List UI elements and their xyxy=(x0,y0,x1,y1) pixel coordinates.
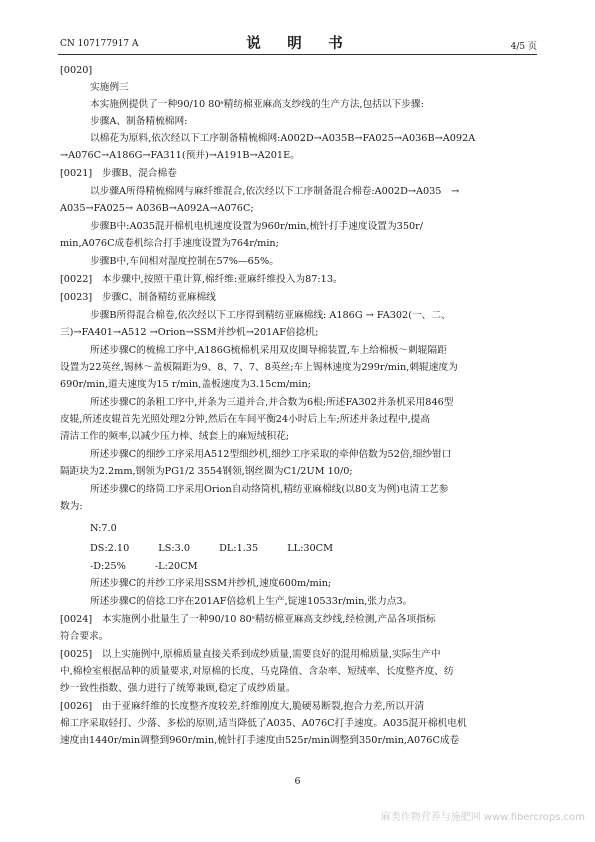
para-number: [0020] xyxy=(60,65,93,76)
watermark-text: 麻类作物营养与施肥网 www.fibercrops.com xyxy=(380,812,585,823)
text-line: 以步骤A所得精梳棉网与麻纤维混合,依次经以下工序制备混合棉卷:A002D→A035 → xyxy=(90,186,460,197)
document-title: 说 明 书 xyxy=(246,35,349,52)
page-number: 6 xyxy=(294,776,301,787)
text-line: min,A076C成卷机综合打手速度设置为764r/min; xyxy=(60,238,279,249)
text-line: 符合要求。 xyxy=(60,631,109,642)
para-line: [0022] 本步骤中,按照干重计算,棉纤维:亚麻纤维投入为87:13。 xyxy=(60,274,343,285)
text-line: 所述步骤C的梳棉工序中,A186G梳棉机采用双皮圈导棉装置,车上给棉板～刺辊隔距 xyxy=(90,345,447,356)
text-line: 三)→FA401→A512 →Orion→SSM并纱机→201AF倍捻机; xyxy=(60,327,319,338)
text-line: 步骤B中:A035混开棉机电机速度设置为960r/min,梳针打手速度设置为350r/ xyxy=(90,221,424,232)
text-line: 设置为22英丝,锡林～盖板隔距为9、8、7、7、8英丝;车上锡林速度为299r/min,刺辊速度为 xyxy=(60,362,458,373)
text-line: 中,棉检室根据品种的质量要求,对原棉的长度、马克隆值、含杂率、短绒率、长度整齐度、纺 xyxy=(60,666,454,677)
text-line: 纱一致性指数、强力进行了统筹兼顾,稳定了成纱质量。 xyxy=(60,683,296,694)
text-line: 所述步骤C的络筒工序采用Orion自动络筒机,精纺亚麻棉线(以80支为例)电清工艺参 xyxy=(90,484,449,495)
section-heading: 实施例三 xyxy=(90,82,129,93)
text-line: 棉工序采取轻打、少落、多松的原则,适当降低了A035、A076C打手速度。A035混开棉机电机 xyxy=(60,718,467,729)
text-line: 本实施例提供了一种90/10 80ˢ精纺棉亚麻高支纱线的生产方法,包括以下步骤: xyxy=(90,99,424,110)
text-line: 所述步骤C的倍捻工序在201AF倍捻机上生产,锭速10533r/min,张力点3。 xyxy=(90,596,413,607)
text-line: 皮辊,所述皮辊首先光照处理2分钟,然后在车间平衡24小时后上车;所述并条过程中,提高 xyxy=(60,414,431,425)
step-heading: 步骤A、制备精梳棉网: xyxy=(90,116,188,127)
param-line: DS:2.10 LS:3.0 DL:1.35 LL:30CM xyxy=(90,543,333,554)
param-line: N:7.0 xyxy=(90,523,117,534)
text-line: 步骤B所得混合棉卷,依次经以下工序得到精纺亚麻棉线: A186G → FA302(一、二、 xyxy=(90,310,451,321)
text-line: 以棉花为原料,依次经以下工序制备精梳棉网:A002D→A035B→FA025→A036B→A092A xyxy=(90,133,476,144)
text-line: 数为: xyxy=(60,501,83,512)
text-line: 步骤B中,车间相对湿度控制在57%—65%。 xyxy=(90,256,279,267)
text-line: 隔距块为2.2mm,钢领为PG1/2 3554钢领,钢丝圈为C1/2UM 10/0; xyxy=(60,466,353,477)
para-line: [0023] 步骤C、制备精纺亚麻棉线 xyxy=(60,292,216,303)
patent-number: CN 107177917 A xyxy=(60,39,139,49)
text-line: 所述步骤C的细纱工序采用A512型细纱机,细纱工序采取的牵伸倍数为52倍,细纱钳口 xyxy=(90,449,452,460)
text-line: 所述步骤C的并纱工序采用SSM并纱机,速度600m/min; xyxy=(90,578,332,589)
para-line: [0021] 步骤B、混合棉卷 xyxy=(60,168,177,179)
text-line: →A076C→A186G→FA311(预并)→A191B→A201E。 xyxy=(60,150,300,161)
text-line: 690r/min,道夫速度为15 r/min,盖板速度为3.15cm/min; xyxy=(60,379,311,390)
text-line: 速度由1440r/min调整到960r/min,梳针打手速度由525r/min调整到350r/min,A076C成卷 xyxy=(60,735,460,746)
text-line: 清洁工作的频率,以减少压力棒、绒套上的麻短绒积花; xyxy=(60,431,290,442)
text-line: 所述步骤C的条粗工序中,并条为三道并合,并合数为6根;所述FA302并条机采用846型 xyxy=(90,397,454,408)
page-ratio: 4/5 页 xyxy=(510,42,537,52)
text-line: A035→FA025→ A036B→A092A→A076C; xyxy=(60,203,254,214)
header-divider xyxy=(58,54,537,55)
param-line: -D:25% -L:20CM xyxy=(90,561,198,572)
para-line: [0024] 本实施例小批量生了一种90/10 80ˢ精纺棉亚麻高支纱线,经检测,产品各项指标 xyxy=(60,614,436,625)
para-line: [0025] 以上实施例中,原棉质量直接关系到成纱质量,需要良好的混用棉质量,实际生产中 xyxy=(60,649,441,660)
para-line: [0026] 由于亚麻纤维的长度整齐度较差,纤维刚度大,脆硬易断裂,抱合力差,所以开清 xyxy=(60,701,425,712)
